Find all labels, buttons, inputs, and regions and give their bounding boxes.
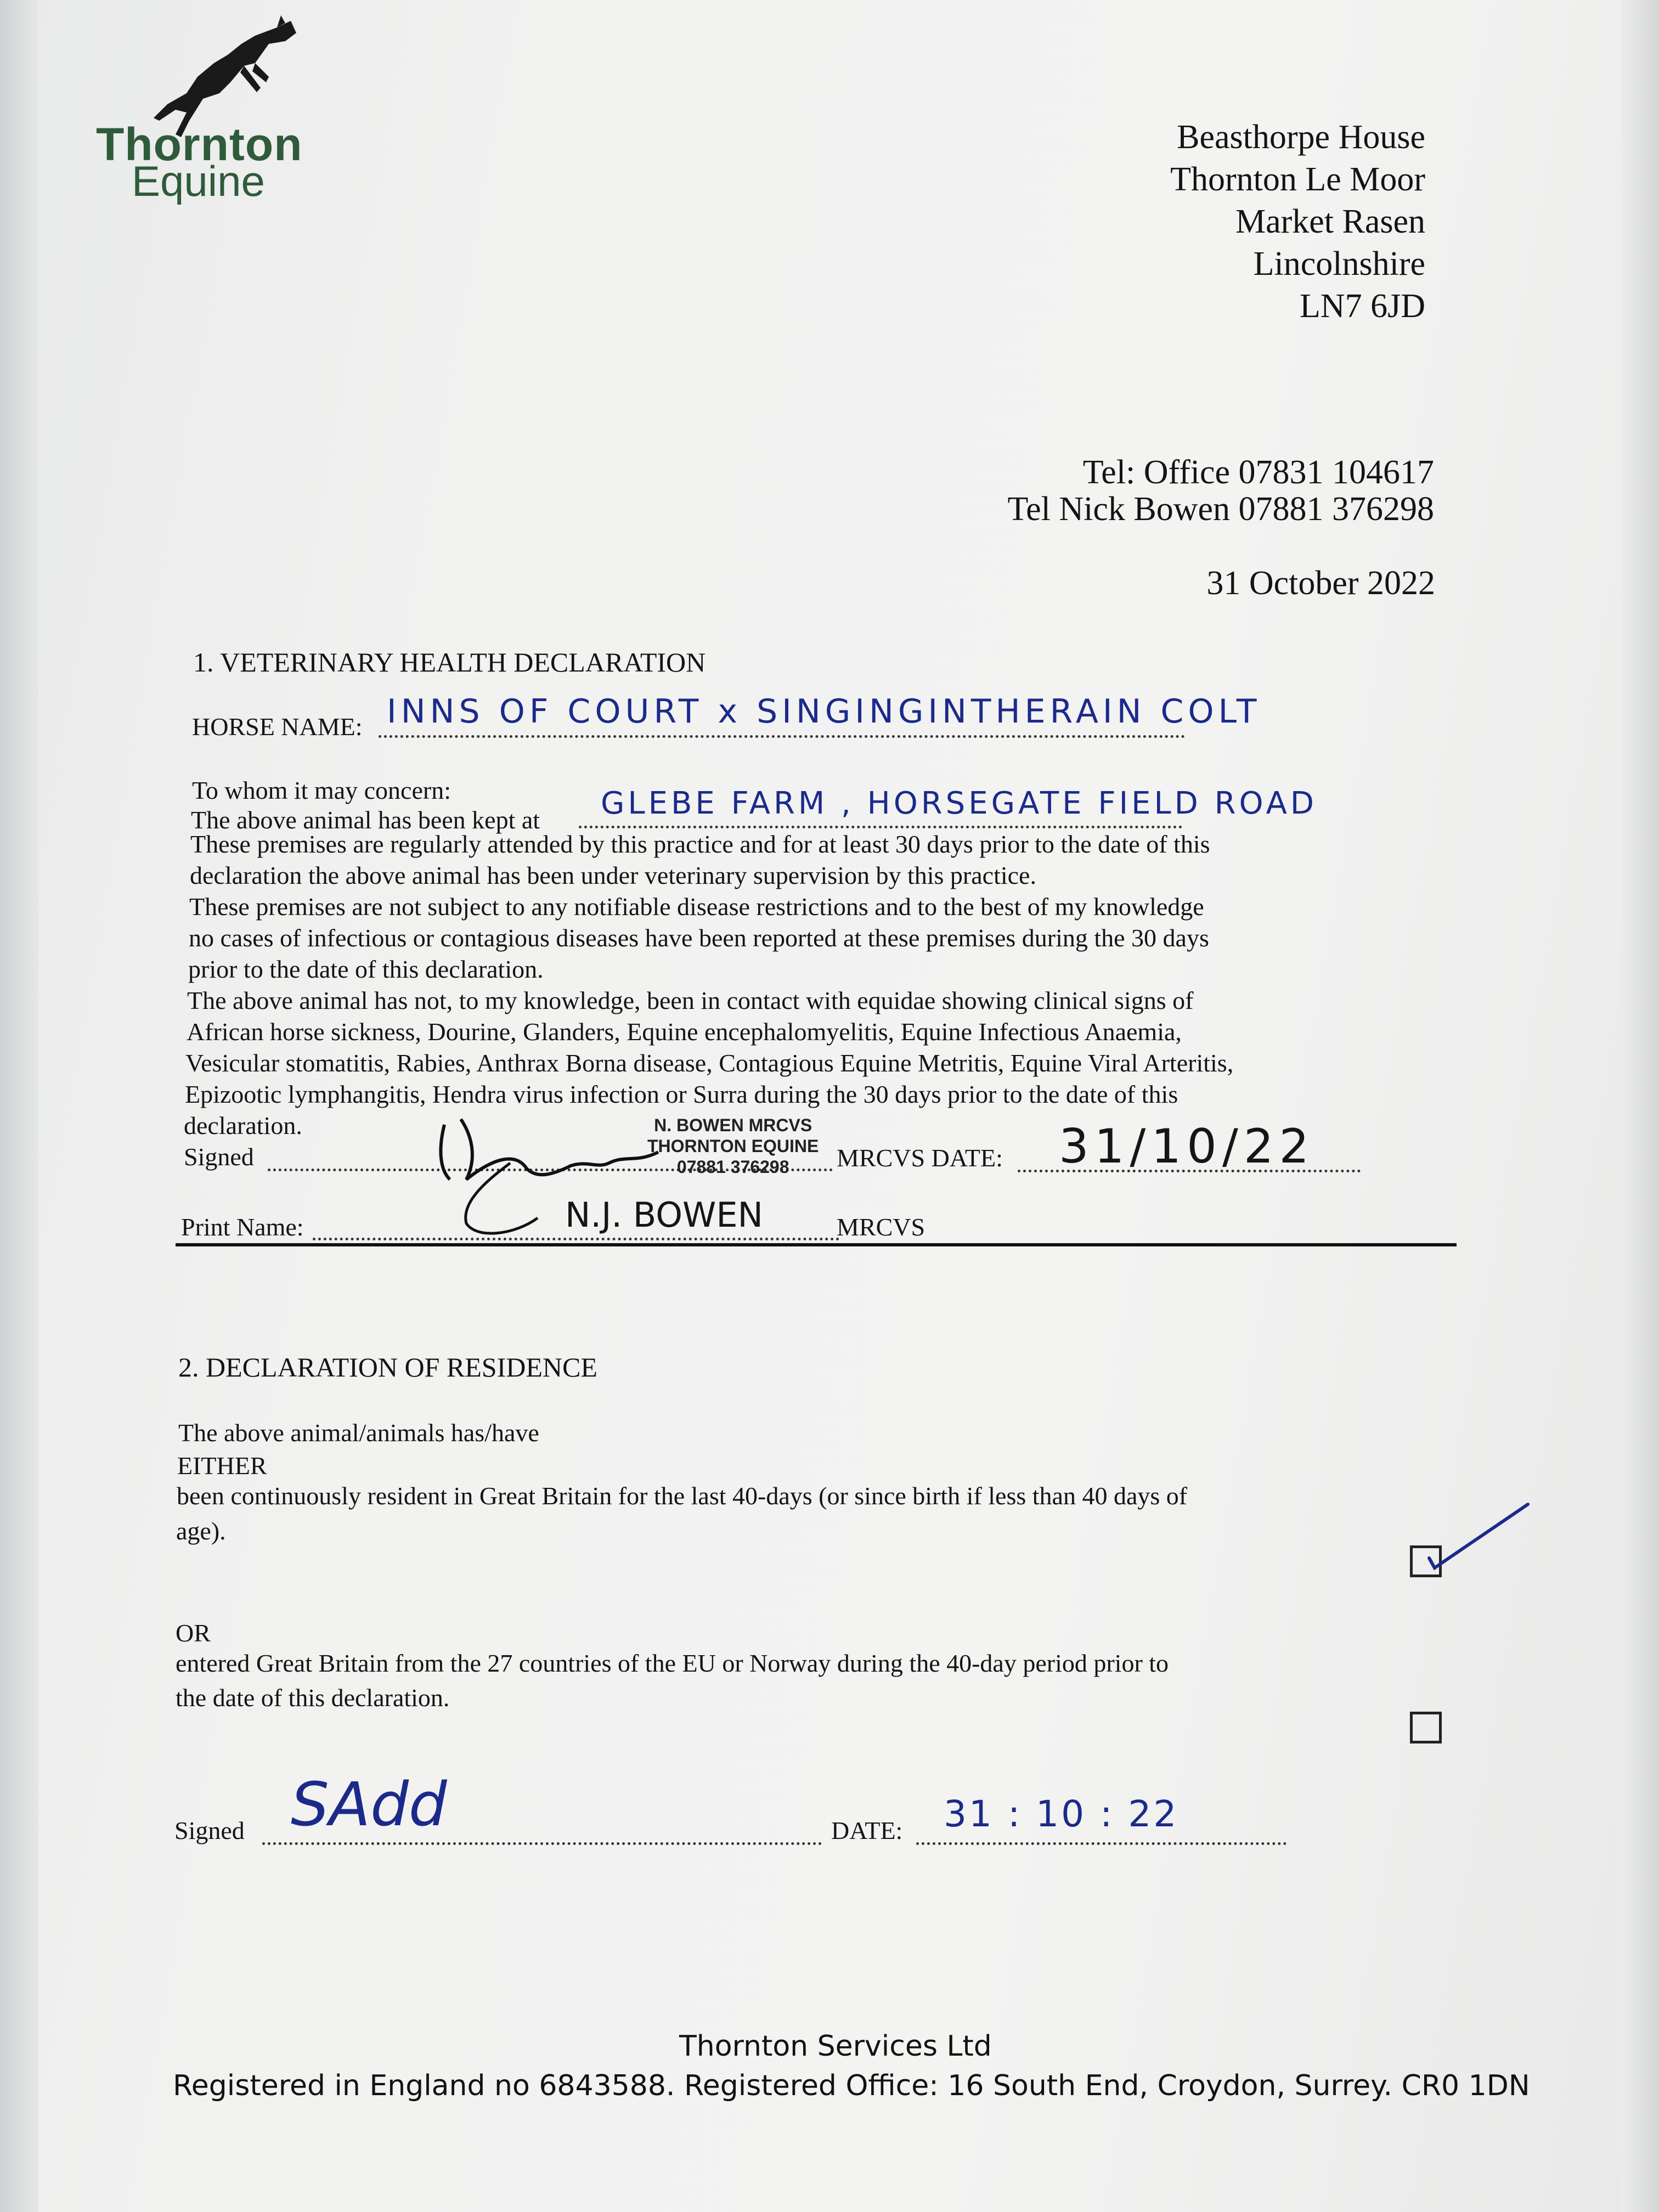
check-mark-icon: [1418, 1498, 1533, 1580]
owner-date-dots: [916, 1842, 1286, 1845]
declaration-line: declaration.: [184, 1111, 302, 1139]
declaration-line: prior to the date of this declaration.: [188, 955, 544, 983]
declaration-line: no cases of infectious or contagious diseases have been reported at these premises during the 30 days: [189, 924, 1209, 952]
logo-title: Thornton: [96, 119, 303, 170]
either-label: EITHER: [177, 1452, 267, 1480]
address-line: Thornton Le Moor: [1170, 161, 1425, 198]
declaration-line: African horse sickness, Dourine, Glanders, Equine encephalomyelitis, Equine Infectious Anaemia,: [187, 1018, 1182, 1046]
either-text: been continuously resident in Great Britain for the last 40-days (or since birth if less than 40 days of: [177, 1482, 1188, 1510]
mrcvs-date-label: MRCVS DATE:: [837, 1144, 1003, 1172]
declaration-line: These premises are regularly attended by this practice and for at least 30 days prior to the date of this: [190, 830, 1210, 858]
address-line: Beasthorpe House: [1177, 119, 1425, 156]
declaration-line: The above animal has not, to my knowledge, been in contact with equidae showing clinical signs of: [187, 986, 1194, 1014]
kept-at-value: GLEBE FARM , HORSEGATE FIELD ROAD: [601, 786, 1318, 821]
tel-nick: Tel Nick Bowen 07881 376298: [1007, 490, 1434, 528]
or-text: entered Great Britain from the 27 countries of the EU or Norway during the 40-day period prior to: [176, 1649, 1169, 1677]
or-label: OR: [176, 1619, 211, 1647]
print-name-label: Print Name:: [181, 1213, 304, 1241]
vet-stamp: [647, 1115, 819, 1177]
print-name-value: N.J. BOWEN: [565, 1195, 763, 1235]
logo-subtitle: Equine: [132, 157, 265, 205]
section2-heading: 2. DECLARATION OF RESIDENCE: [178, 1352, 597, 1383]
kept-at-label: The above animal has been kept at: [191, 806, 540, 834]
owner-signed-label: Signed: [174, 1816, 245, 1844]
stamp-line: N. BOWEN MRCVS: [654, 1115, 812, 1135]
paper-edge-right: [1621, 0, 1659, 2212]
print-name-mrcvs: MRCVS: [837, 1213, 926, 1241]
horse-name-value: INNS OF COURT x SINGINGINTHERAIN COLT: [387, 692, 1261, 731]
kept-at-dots: [579, 826, 1182, 828]
declaration-line: declaration the above animal has been under veterinary supervision by this practice.: [190, 861, 1036, 889]
vet-date-value: 31/10/22: [1059, 1119, 1315, 1174]
declaration-line: These premises are not subject to any notifiable disease restrictions and to the best of my knowledge: [189, 893, 1204, 921]
or-text: the date of this declaration.: [176, 1684, 450, 1712]
vet-signed-label: Signed: [184, 1143, 254, 1171]
declaration-line: Vesicular stomatitis, Rabies, Anthrax Borna disease, Contagious Equine Metritis, Equine Viral Arteritis,: [185, 1049, 1234, 1077]
print-name-dots: [313, 1238, 839, 1240]
owner-date-value: 31 : 10 : 22: [944, 1793, 1179, 1835]
declaration-line: Epizootic lymphangitis, Hendra virus infection or Surra during the 30 days prior to the date of this: [185, 1080, 1178, 1108]
section1-heading: 1. VETERINARY HEALTH DECLARATION: [193, 647, 706, 678]
or-checkbox[interactable]: [1410, 1712, 1442, 1743]
either-text: age).: [176, 1517, 226, 1545]
horse-name-dots: [379, 735, 1185, 738]
tel-office: Tel: Office 07831 104617: [1082, 454, 1434, 491]
address-postcode: LN7 6JD: [1299, 287, 1425, 325]
stamp-line: THORNTON EQUINE: [647, 1136, 819, 1156]
owner-date-label: DATE:: [831, 1816, 903, 1844]
horse-name-label: HORSE NAME:: [192, 713, 363, 741]
stamp-line: 07881 376298: [676, 1157, 789, 1177]
document-date: 31 October 2022: [1206, 565, 1435, 602]
owner-signature: SAdd: [291, 1769, 447, 1839]
footer-company: Thornton Services Ltd: [679, 2030, 992, 2063]
footer-registered: Registered in England no 6843588. Registered Office: 16 South End, Croydon, Surrey. CR0 1DN: [173, 2069, 1530, 2102]
paper-edge-left: [0, 0, 38, 2212]
address-line: Lincolnshire: [1253, 245, 1425, 283]
address-line: Market Rasen: [1235, 203, 1425, 240]
section-divider: [176, 1243, 1457, 1246]
to-whom-text: To whom it may concern:: [192, 776, 451, 804]
residence-intro: The above animal/animals has/have: [178, 1419, 539, 1447]
owner-signed-dots: [262, 1842, 822, 1845]
